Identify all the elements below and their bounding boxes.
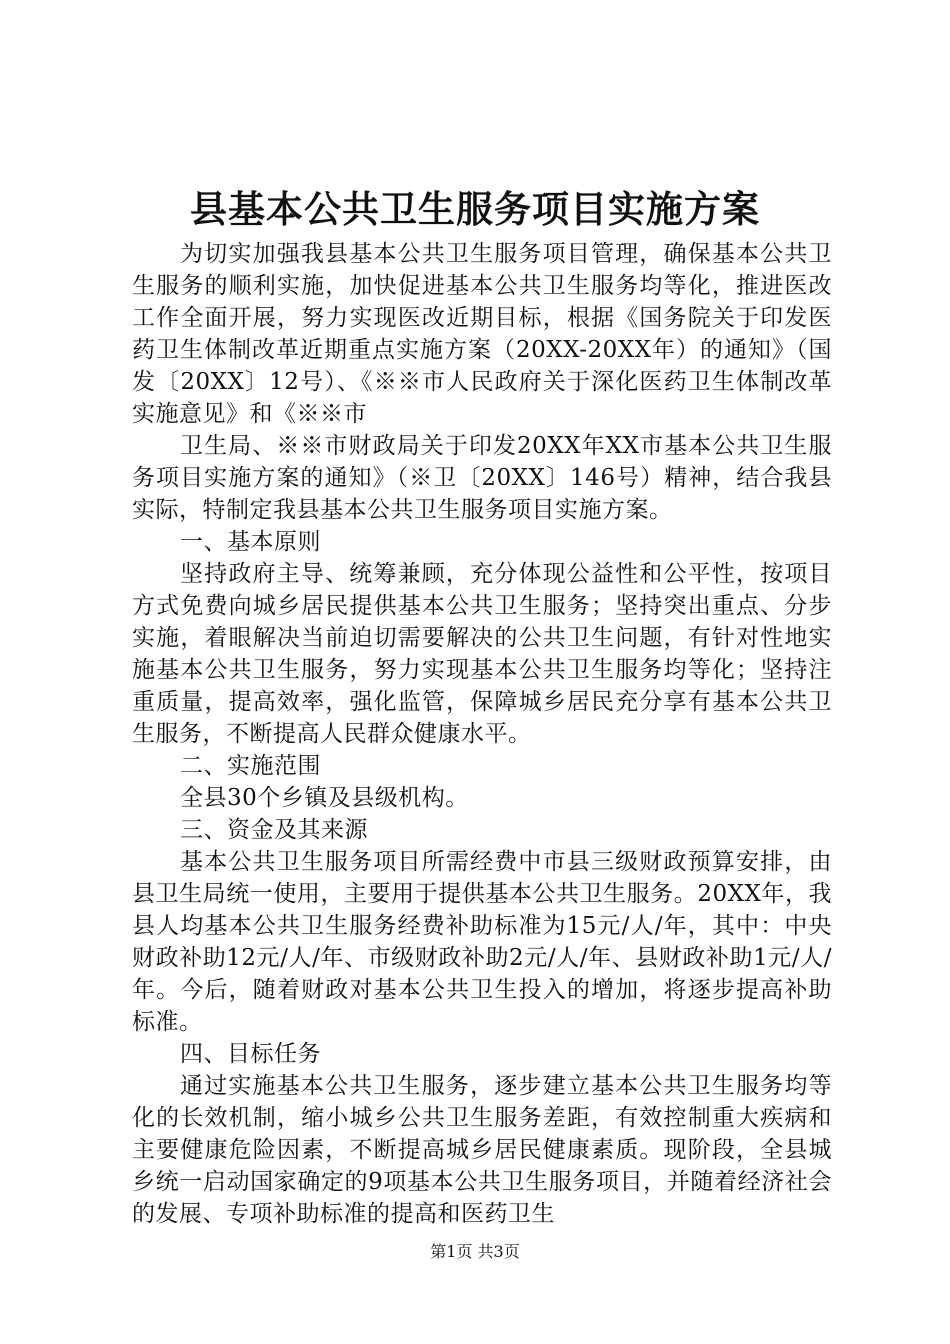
paragraph-principles: 坚持政府主导、统筹兼顾，充分体现公益性和公平性，按项目方式免费向城乡居民提供基本公共卫生服务；坚持突出重点、分步实施，着眼解决当前迫切需要解决的公共卫生问题，有针对性地实施基本公共卫生服务，努力实现基本公共卫生服务均等化；坚持注重质量，提高效率，强化监管，保障城乡居民充分享有基本公共卫生服务，不断提高人民群众健康水平。 <box>132 561 832 747</box>
document-body <box>132 238 832 1230</box>
paragraph-scope: 全县30个乡镇及县级机构。 <box>180 785 469 811</box>
section-heading-principles: 一、基本原则 <box>180 529 321 555</box>
document-title: 县基本公共卫生服务项目实施方案 <box>190 188 760 231</box>
paragraph-intro-1: 为切实加强我县基本公共卫生服务项目管理，确保基本公共卫生服务的顺利实施，加快促进基本公共卫生服务均等化，推进医改工作全面开展，努力实现医改近期目标，根据《国务院关于印发医药卫生体制改革近期重点实施方案（20XX-20XX年）的通知》（国发〔20XX〕12号）、《※※市人民政府关于深化医药卫生体制改革实施意见》和《※※市 <box>132 241 832 427</box>
paragraph-funding: 基本公共卫生服务项目所需经费中市县三级财政预算安排，由县卫生局统一使用，主要用于提供基本公共卫生服务。20XX年，我县人均基本公共卫生服务经费补助标准为15元/人/年，其中：中央财政补助12元/人/年、市级财政补助2元/人/年、县财政补助1元/人/年。今后，随着财政对基本公共卫生投入的增加，将逐步提高补助标准。 <box>132 849 832 1035</box>
section-heading-goals: 四、目标任务 <box>180 1041 321 1067</box>
paragraph-intro-2: 卫生局、※※市财政局关于印发20XX年XX市基本公共卫生服务项目实施方案的通知》（※卫〔20XX〕146号）精神，结合我县实际，特制定我县基本公共卫生服务项目实施方案。 <box>132 433 832 523</box>
section-heading-scope: 二、实施范围 <box>180 753 321 779</box>
section-heading-funding: 三、资金及其来源 <box>180 817 368 843</box>
page-number-footer: 第1页 共3页 <box>430 1242 520 1261</box>
paragraph-goals: 通过实施基本公共卫生服务，逐步建立基本公共卫生服务均等化的长效机制，缩小城乡公共卫生服务差距，有效控制重大疾病和主要健康危险因素，不断提高城乡居民健康素质。现阶段，全县城乡统一启动国家确定的9项基本公共卫生服务项目，并随着经济社会的发展、专项补助标准的提高和医药卫生 <box>132 1073 832 1227</box>
